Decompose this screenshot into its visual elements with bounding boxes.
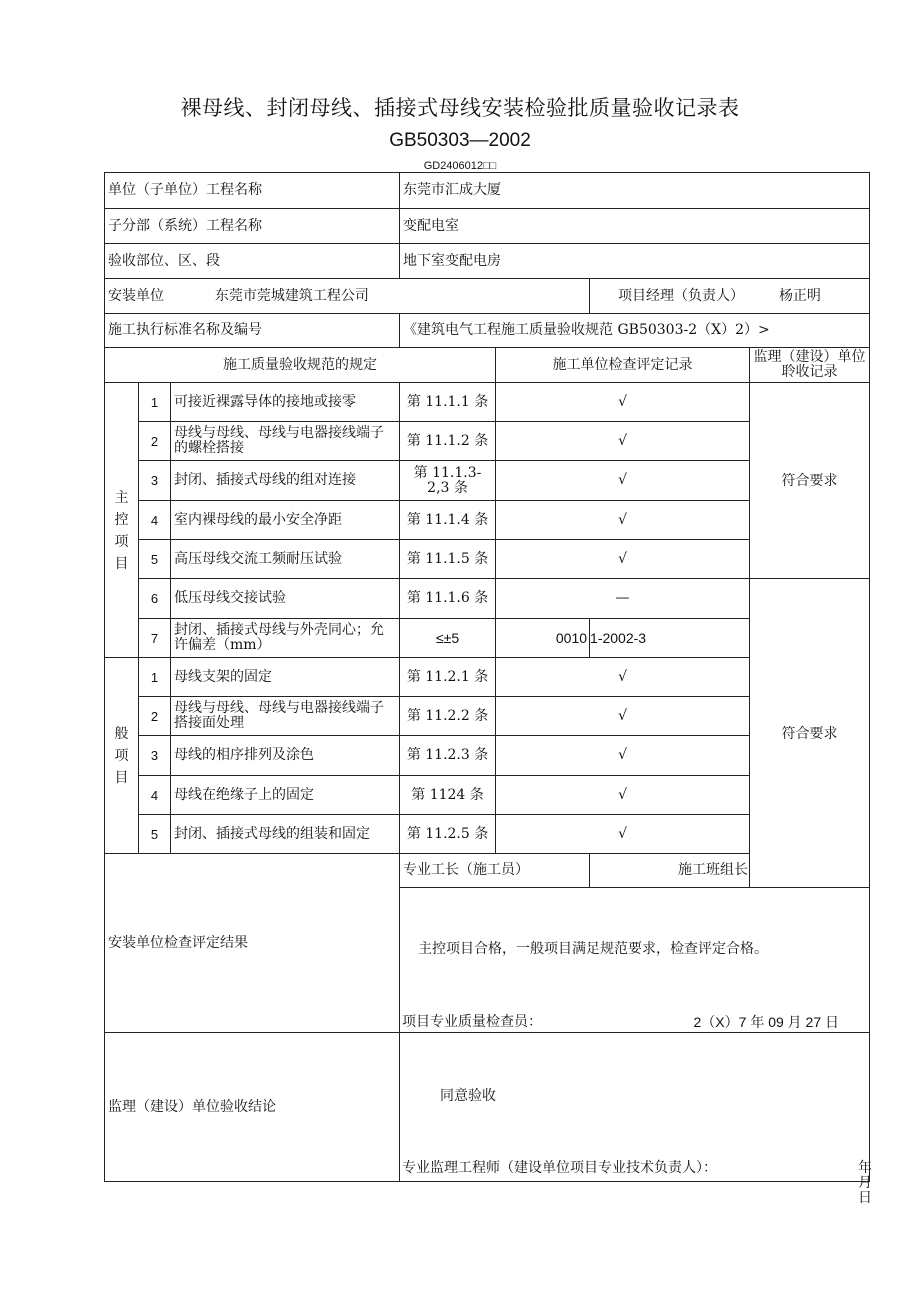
item-result: √ xyxy=(496,736,750,776)
item-clause: 第 11.1.1 条 xyxy=(400,383,496,422)
item-result: √ xyxy=(496,776,750,815)
inspection-label: 安装单位检查评定结果 xyxy=(105,854,400,1033)
general-conclusion: 符合要求 xyxy=(750,579,870,888)
general-section-label: 般项目 xyxy=(105,658,139,854)
main-section-cont xyxy=(105,579,139,658)
item-clause: 第 11.1.6 条 xyxy=(400,579,496,619)
item-result: √ xyxy=(496,383,750,422)
item-clause: 第 11.1.4 条 xyxy=(400,501,496,540)
item-result: √ xyxy=(496,422,750,461)
part-value: 地下室变配电房 xyxy=(400,244,870,279)
supervision-row xyxy=(105,1033,870,1182)
inspection-record-table xyxy=(104,172,873,1206)
part-label: 验收部位、区、段 xyxy=(105,244,400,279)
item-number: 3 xyxy=(139,736,171,776)
item-number: 1 xyxy=(139,658,171,697)
main-item-row xyxy=(105,383,870,422)
item-description: 封闭、插接式母线的组对连接 xyxy=(171,461,400,501)
document-title: 裸母线、封闭母线、插接式母线安装检验批质量验收记录表 xyxy=(180,96,740,120)
item-description: 封闭、插接式母线与外壳同心；允许偏差（mm） xyxy=(171,619,400,658)
install-label: 安装单位 xyxy=(108,287,164,304)
item-number: 7 xyxy=(139,619,171,658)
item-description: 母线与母线、母线与电器接线端子的螺栓搭接 xyxy=(171,422,400,461)
inspection-result-cell xyxy=(400,888,870,1033)
item-number: 4 xyxy=(139,501,171,540)
header-spec: 施工质量验收规范的规定 xyxy=(105,348,496,383)
item-description: 母线的相序排列及涂色 xyxy=(171,736,400,776)
standard-label: 施工执行标准名称及编号 xyxy=(105,314,400,348)
item-number: 4 xyxy=(139,776,171,815)
supervision-comment: 同意验收 xyxy=(440,1088,497,1104)
info-row-part xyxy=(105,244,870,279)
item-description: 母线在绝缘子上的固定 xyxy=(171,776,400,815)
item-clause: 第 1124 条 xyxy=(400,776,496,815)
item-number: 2 xyxy=(139,422,171,461)
info-row-install xyxy=(105,279,870,314)
item-number: 6 xyxy=(139,579,171,619)
item-number: 5 xyxy=(139,815,171,854)
item-clause: 第 11.1.5 条 xyxy=(400,540,496,579)
item-result: √ xyxy=(496,461,750,501)
subsection-label: 子分部（系统）工程名称 xyxy=(105,209,400,244)
item-result: √ xyxy=(496,501,750,540)
item-result: — xyxy=(496,579,750,619)
header-record: 施工单位检查评定记录 xyxy=(496,348,750,383)
manager-cell xyxy=(590,279,870,314)
header-supervisor: 监理（建设）单位聆收记录 xyxy=(750,348,870,383)
item-description: 室内裸母线的最小安全净距 xyxy=(171,501,400,540)
install-value: 东莞市莞城建筑工程公司 xyxy=(214,287,369,304)
main-section-label: 主控项目 xyxy=(105,383,139,579)
info-row-subsection xyxy=(105,209,870,244)
item-number: 5 xyxy=(139,540,171,579)
item-result: √ xyxy=(496,815,750,854)
item-clause: 第 11.2.5 条 xyxy=(400,815,496,854)
form-code: GD2406012□□ xyxy=(423,160,497,172)
inspection-date: 2（X）7 年 09 月 27 日 xyxy=(693,1014,840,1030)
main-item-row xyxy=(105,579,870,619)
standard-number: GB50303—2002 xyxy=(389,130,531,151)
item-tolerance: ≤±5 xyxy=(400,619,496,658)
info-row-unit xyxy=(105,173,870,209)
manager-label: 项目经理（负责人） xyxy=(618,287,745,304)
item-number: 1 xyxy=(139,383,171,422)
item-description: 母线与母线、母线与电器接线端子搭接面处理 xyxy=(171,697,400,736)
foreman-label: 专业工长（施工员） xyxy=(400,854,590,888)
item-description: 可接近裸露导体的接地或接零 xyxy=(171,383,400,422)
supervision-result-cell xyxy=(400,1033,873,1206)
item-clause: 第 11.2.2 条 xyxy=(400,697,496,736)
item-result: √ xyxy=(496,540,750,579)
info-row-standard xyxy=(105,314,870,348)
column-header-row xyxy=(105,348,870,383)
supervision-label: 监理（建设）单位验收结论 xyxy=(105,1033,400,1182)
unit-value: 东莞市汇成大厦 xyxy=(400,173,870,209)
item-result: √ xyxy=(496,697,750,736)
item-measure-1: 0010 xyxy=(496,619,590,658)
item-measure-2: 1-2002-3 xyxy=(590,619,750,658)
leader-label: 施工班组长 xyxy=(590,854,750,888)
item-description: 母线支架的固定 xyxy=(171,658,400,697)
inspection-comment: 主控项目合格，一般项目满足规范要求，检查评定合格。 xyxy=(418,941,769,957)
engineer-label: 专业监理工程师（建设单位项目专业技术负责人）： xyxy=(402,1160,718,1176)
item-clause: 第 11.2.1 条 xyxy=(400,658,496,697)
item-clause: 第 11.1.3-2,3 条 xyxy=(400,461,496,501)
item-number: 3 xyxy=(139,461,171,501)
item-number: 2 xyxy=(139,697,171,736)
item-clause: 第 11.1.2 条 xyxy=(400,422,496,461)
manager-value: 杨正明 xyxy=(778,287,821,304)
item-result: √ xyxy=(496,658,750,697)
subsection-value: 变配电室 xyxy=(400,209,870,244)
standard-value: 《建筑电气工程施工质量验收规范 GB50303-2（X）2）> xyxy=(400,314,870,348)
supervision-date: 年月日 xyxy=(858,1160,873,1206)
install-unit-cell xyxy=(105,279,590,314)
unit-label: 单位（子单位）工程名称 xyxy=(105,173,400,209)
inspector-label: 项目专业质量检查员： xyxy=(402,1014,543,1030)
item-clause: 第 11.2.3 条 xyxy=(400,736,496,776)
item-description: 高压母线交流工频耐压试验 xyxy=(171,540,400,579)
item-description: 封闭、插接式母线的组装和固定 xyxy=(171,815,400,854)
item-description: 低压母线交接试验 xyxy=(171,579,400,619)
main-conclusion: 符合要求 xyxy=(750,383,870,579)
